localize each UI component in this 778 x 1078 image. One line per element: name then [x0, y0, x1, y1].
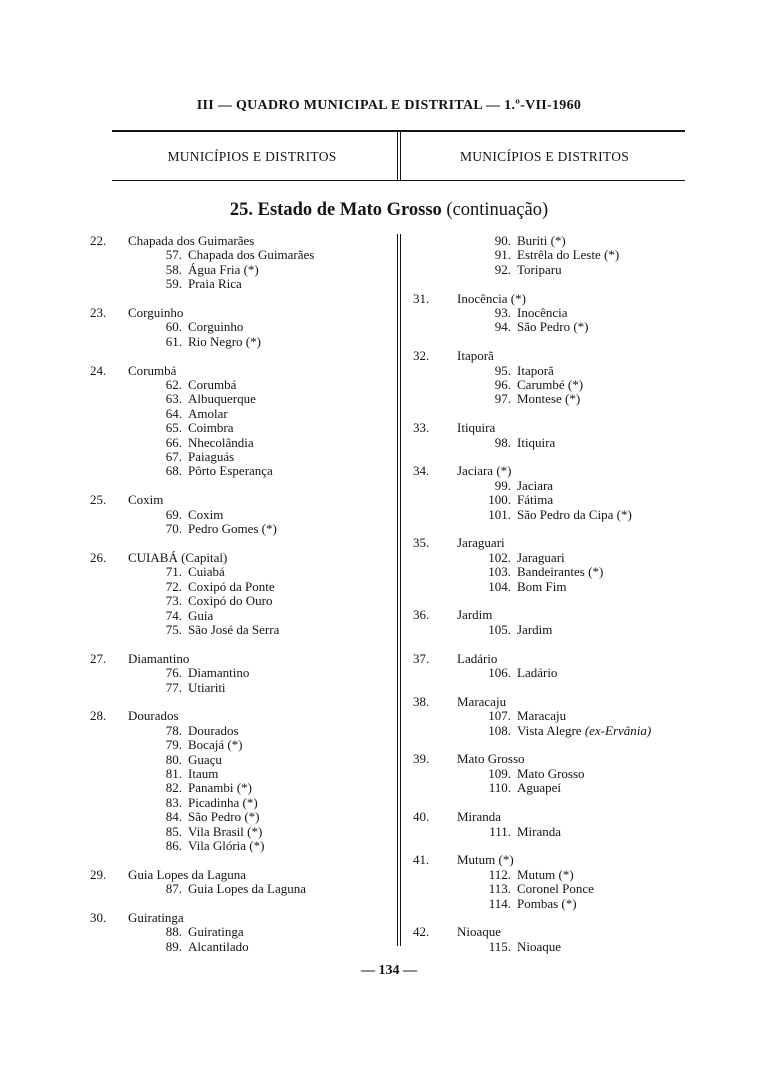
municipality-name: Chapada dos Guimarães [128, 233, 255, 248]
municipality-row [413, 853, 693, 867]
municipality-group [413, 464, 693, 522]
district-row [90, 580, 390, 594]
municipality-group [90, 868, 390, 897]
district-row [90, 767, 390, 781]
district-row [90, 681, 390, 695]
municipality-name: Nioaque [457, 924, 502, 940]
column-heading-left: MUNICÍPIOS E DISTRITOS [167, 149, 337, 164]
municipality-group [413, 652, 693, 681]
district-row [90, 450, 390, 464]
district-name: Bom Fim [517, 578, 567, 594]
district-number: 104. [488, 578, 511, 594]
municipality-name: Mato Grosso [457, 751, 525, 767]
district-number: 71. [165, 564, 182, 580]
district-number: 88. [165, 924, 182, 940]
district-name: Pombas (*) [517, 895, 577, 911]
district-name: Nhecolândia [188, 434, 254, 450]
district-number: 103. [488, 564, 511, 580]
municipality-group [413, 925, 693, 954]
municipality-name: Itiquira [457, 420, 496, 436]
column-heading-right: MUNICÍPIOS E DISTRITOS [459, 149, 630, 164]
municipality-row [413, 810, 693, 824]
district-name: Praia Rica [188, 276, 242, 292]
district-name: São José da Serra [188, 621, 280, 637]
municipality-number: 24. [90, 362, 107, 378]
district-number: 86. [165, 837, 182, 853]
district-number: 65. [165, 420, 182, 436]
left-column [90, 234, 390, 969]
municipality-name: Maracaju [457, 693, 507, 709]
district-row [90, 565, 390, 579]
district-row [90, 421, 390, 435]
municipality-row [90, 234, 390, 248]
district-name: Paiaguás [188, 449, 235, 465]
district-number: 93. [494, 305, 511, 321]
district-row [90, 666, 390, 680]
district-number: 75. [165, 621, 182, 637]
district-row [90, 925, 390, 939]
district-number: 58. [165, 261, 182, 277]
municipality-group [90, 364, 390, 479]
district-name: Vila Glória (*) [188, 837, 265, 853]
municipality-name: Coxim [128, 492, 164, 508]
district-name: Fátima [517, 492, 554, 508]
district-name: São Pedro da Cipa (*) [517, 506, 632, 522]
district-name: Rio Negro (*) [188, 333, 261, 349]
district-name: Utiariti [188, 679, 226, 695]
municipality-row [413, 608, 693, 622]
municipality-group [90, 551, 390, 637]
municipality-name: Dourados [128, 708, 179, 724]
running-head: III — QUADRO MUNICIPAL E DISTRITAL — 1.º-VII-1960 [196, 98, 582, 113]
municipality-number: 31. [413, 290, 430, 306]
district-number: 69. [165, 506, 182, 522]
district-number: 77. [165, 679, 182, 695]
district-name: Cuiabá [188, 564, 225, 580]
municipality-group [90, 709, 390, 853]
municipality-group [413, 752, 693, 795]
district-number: 102. [488, 549, 511, 565]
district-row [413, 580, 693, 594]
district-row [90, 320, 390, 334]
district-number: 96. [494, 377, 511, 393]
district-number: 94. [494, 319, 511, 335]
district-row [413, 565, 693, 579]
section-number: 25. [229, 200, 253, 220]
district-name: Água Fria (*) [188, 261, 259, 277]
district-row [413, 436, 693, 450]
district-row [90, 825, 390, 839]
district-name: Guiratinga [188, 924, 244, 940]
district-name: Coxipó do Ouro [188, 593, 273, 609]
page-number: — 134 — [361, 963, 417, 978]
district-name: Inocência [517, 305, 568, 321]
district-number: 81. [165, 765, 182, 781]
municipality-group [413, 536, 693, 594]
municipality-row [413, 752, 693, 766]
municipality-number: 36. [413, 607, 430, 623]
municipality-number: 40. [413, 809, 430, 825]
district-name: Dourados [188, 722, 239, 738]
district-number: 112. [488, 866, 511, 882]
district-row [413, 263, 693, 277]
district-number: 108. [488, 722, 511, 738]
district-row [413, 248, 693, 262]
municipality-group [413, 608, 693, 637]
district-name: Miranda [517, 823, 562, 839]
body-column-divider [397, 234, 401, 946]
municipality-number: 35. [413, 535, 430, 551]
district-row [413, 882, 693, 896]
municipality-name: CUIABÁ (Capital) [128, 549, 228, 565]
district-row [90, 378, 390, 392]
municipality-name: Corguinho [128, 305, 184, 321]
district-number: 83. [165, 794, 182, 810]
district-name: Corumbá [188, 377, 237, 393]
municipality-number: 27. [90, 650, 107, 666]
district-name: Pôrto Esperança [188, 463, 273, 479]
municipality-group [413, 349, 693, 407]
municipality-name: Jaciara (*) [457, 463, 512, 479]
district-number: 72. [165, 578, 182, 594]
section-title-rest: (continuação) [446, 200, 549, 220]
district-row [413, 940, 693, 954]
district-name: Itaum [188, 765, 219, 781]
district-name: Pedro Gomes (*) [188, 521, 277, 537]
district-number: 66. [165, 434, 182, 450]
municipality-number: 28. [90, 708, 107, 724]
district-number: 105. [488, 621, 511, 637]
municipality-row [413, 421, 693, 435]
district-row [90, 810, 390, 824]
district-number: 64. [165, 405, 182, 421]
district-row [90, 796, 390, 810]
municipality-row [413, 536, 693, 550]
municipality-row [90, 868, 390, 882]
district-row [90, 609, 390, 623]
municipality-name: Mutum (*) [457, 852, 514, 868]
municipality-group [90, 652, 390, 695]
district-row [413, 724, 693, 738]
district-number: 114. [488, 895, 511, 911]
section-title-bold: Estado de Mato Grosso [257, 200, 442, 220]
district-number: 99. [494, 477, 511, 493]
district-number: 100. [488, 492, 511, 508]
municipality-number: 30. [90, 909, 107, 925]
municipality-row [413, 695, 693, 709]
district-name: Panambi (*) [188, 780, 252, 796]
district-number: 85. [165, 823, 182, 839]
district-name: Picadinha (*) [188, 794, 258, 810]
district-row [413, 479, 693, 493]
municipality-number: 26. [90, 549, 107, 565]
district-row [90, 335, 390, 349]
district-number: 87. [165, 881, 182, 897]
district-row [90, 623, 390, 637]
municipality-group [413, 292, 693, 335]
district-row [90, 724, 390, 738]
section-title [0, 200, 778, 221]
municipality-group [413, 421, 693, 450]
municipality-name: Guiratinga [128, 909, 184, 925]
district-row [413, 493, 693, 507]
municipality-number: 34. [413, 463, 430, 479]
header-column-divider [397, 132, 401, 180]
municipality-name: Jardim [457, 607, 493, 623]
district-name: Guia [188, 607, 214, 623]
district-number: 106. [488, 665, 511, 681]
district-name: Corguinho [188, 319, 244, 335]
district-number: 82. [165, 780, 182, 796]
district-name: Bocajá (*) [188, 737, 243, 753]
district-number: 111. [489, 823, 511, 839]
district-name: Ladário [517, 665, 558, 681]
right-column [413, 234, 693, 969]
district-number: 79. [165, 737, 182, 753]
district-number: 113. [488, 881, 511, 897]
municipality-number: 23. [90, 305, 107, 321]
district-number: 101. [488, 506, 511, 522]
municipality-group [90, 234, 390, 292]
municipality-row [90, 652, 390, 666]
district-name: Mutum (*) [517, 866, 574, 882]
district-row [90, 248, 390, 262]
district-name: Bandeirantes (*) [517, 564, 604, 580]
municipality-row [90, 493, 390, 507]
municipality-name: Jaraguari [457, 535, 505, 551]
municipality-group [90, 493, 390, 536]
district-number: 91. [494, 247, 511, 263]
district-number: 78. [165, 722, 182, 738]
municipality-row [413, 652, 693, 666]
municipality-number: 25. [90, 492, 107, 508]
district-name: Carumbé (*) [517, 377, 584, 393]
district-note: (ex-Ervânia) [581, 722, 652, 738]
municipality-row [90, 551, 390, 565]
municipality-name: Miranda [457, 809, 502, 825]
district-number: 67. [165, 449, 182, 465]
district-name: Amolar [188, 405, 228, 421]
district-row [413, 508, 693, 522]
municipality-number: 33. [413, 420, 430, 436]
district-name: Estrêla do Leste (*) [517, 247, 620, 263]
municipality-group [90, 911, 390, 954]
district-name: Albuquerque [188, 391, 256, 407]
district-name: Coimbra [188, 420, 234, 436]
district-name: Diamantino [188, 665, 250, 681]
district-row [413, 897, 693, 911]
district-number: 109. [488, 765, 511, 781]
district-number: 90. [494, 233, 511, 248]
district-row [413, 551, 693, 565]
municipality-name: Guia Lopes da Laguna [128, 866, 247, 882]
district-row [413, 234, 693, 248]
district-row [90, 882, 390, 896]
municipality-row [413, 349, 693, 363]
header-bottom-rule [112, 180, 685, 181]
district-row [90, 781, 390, 795]
district-name: Coxipó da Ponte [188, 578, 275, 594]
district-row [413, 320, 693, 334]
district-row [413, 364, 693, 378]
district-row [413, 709, 693, 723]
municipality-row [90, 306, 390, 320]
municipality-number: 37. [413, 650, 430, 666]
district-name: Vista Alegre [517, 722, 582, 738]
district-number: 92. [494, 261, 511, 277]
district-number: 70. [165, 521, 182, 537]
municipality-group [413, 810, 693, 839]
district-name: Nioaque [517, 938, 562, 954]
district-row [413, 767, 693, 781]
district-number: 110. [488, 780, 511, 796]
district-name: São Pedro (*) [188, 809, 260, 825]
municipality-group [413, 853, 693, 911]
district-name: Jaciara [517, 477, 554, 493]
district-row [90, 522, 390, 536]
district-number: 59. [165, 276, 182, 292]
continued-district-group [413, 234, 693, 277]
district-row [90, 753, 390, 767]
municipality-number: 41. [413, 852, 430, 868]
district-row [90, 464, 390, 478]
district-row [413, 825, 693, 839]
district-row [90, 738, 390, 752]
municipality-row [413, 925, 693, 939]
district-name: Jaraguari [517, 549, 565, 565]
district-row [413, 666, 693, 680]
municipality-row [90, 364, 390, 378]
district-number: 98. [494, 434, 511, 450]
municipality-row [413, 292, 693, 306]
municipality-row [90, 709, 390, 723]
district-name: Guaçu [188, 751, 222, 767]
district-number: 63. [165, 391, 182, 407]
district-row [90, 940, 390, 954]
district-row [413, 392, 693, 406]
district-name: Maracaju [517, 708, 567, 724]
municipality-number: 32. [413, 348, 430, 364]
municipality-number: 42. [413, 924, 430, 940]
municipality-number: 38. [413, 693, 430, 709]
district-number: 115. [488, 938, 511, 954]
district-number: 107. [488, 708, 511, 724]
district-row [90, 392, 390, 406]
district-name: Vila Brasil (*) [188, 823, 263, 839]
district-row [90, 508, 390, 522]
district-number: 61. [165, 333, 182, 349]
municipality-number: 29. [90, 866, 107, 882]
municipality-number: 39. [413, 751, 430, 767]
district-name: Guia Lopes da Laguna [188, 881, 307, 897]
district-name: Coronel Ponce [517, 881, 594, 897]
district-name: Coxim [188, 506, 224, 522]
district-name: Chapada dos Guimarães [188, 247, 315, 263]
municipality-row [90, 911, 390, 925]
district-name: Alcantilado [188, 938, 249, 954]
district-number: 60. [165, 319, 182, 335]
district-name: Itaporã [517, 362, 554, 378]
district-row [413, 781, 693, 795]
district-number: 97. [494, 391, 511, 407]
district-row [90, 277, 390, 291]
district-number: 80. [165, 751, 182, 767]
district-row [90, 407, 390, 421]
district-number: 84. [165, 809, 182, 825]
district-row [413, 306, 693, 320]
district-row [90, 594, 390, 608]
municipality-name: Ladário [457, 650, 498, 666]
district-row [413, 868, 693, 882]
district-name: Aguapeí [517, 780, 562, 796]
municipality-row [413, 464, 693, 478]
municipality-name: Inocência (*) [457, 290, 526, 306]
district-name: Toriparu [517, 261, 562, 277]
municipality-name: Corumbá [128, 362, 177, 378]
district-number: 89. [165, 938, 182, 954]
district-number: 68. [165, 463, 182, 479]
district-row [90, 263, 390, 277]
district-number: 76. [165, 665, 182, 681]
district-name: Buriti (*) [517, 233, 566, 248]
district-number: 95. [494, 362, 511, 378]
district-row [90, 436, 390, 450]
district-number: 73. [165, 593, 182, 609]
district-name: Montese (*) [517, 391, 581, 407]
district-name: São Pedro (*) [517, 319, 589, 335]
district-row [413, 623, 693, 637]
district-row [90, 839, 390, 853]
district-row [413, 378, 693, 392]
municipality-number: 22. [90, 233, 107, 248]
municipality-name: Itaporã [457, 348, 494, 364]
district-number: 74. [165, 607, 182, 623]
district-name: Mato Grosso [517, 765, 585, 781]
municipality-group [413, 695, 693, 738]
district-number: 62. [165, 377, 182, 393]
municipality-name: Diamantino [128, 650, 190, 666]
district-number: 57. [165, 247, 182, 263]
district-name: Jardim [517, 621, 553, 637]
municipality-group [90, 306, 390, 349]
district-name: Itiquira [517, 434, 556, 450]
